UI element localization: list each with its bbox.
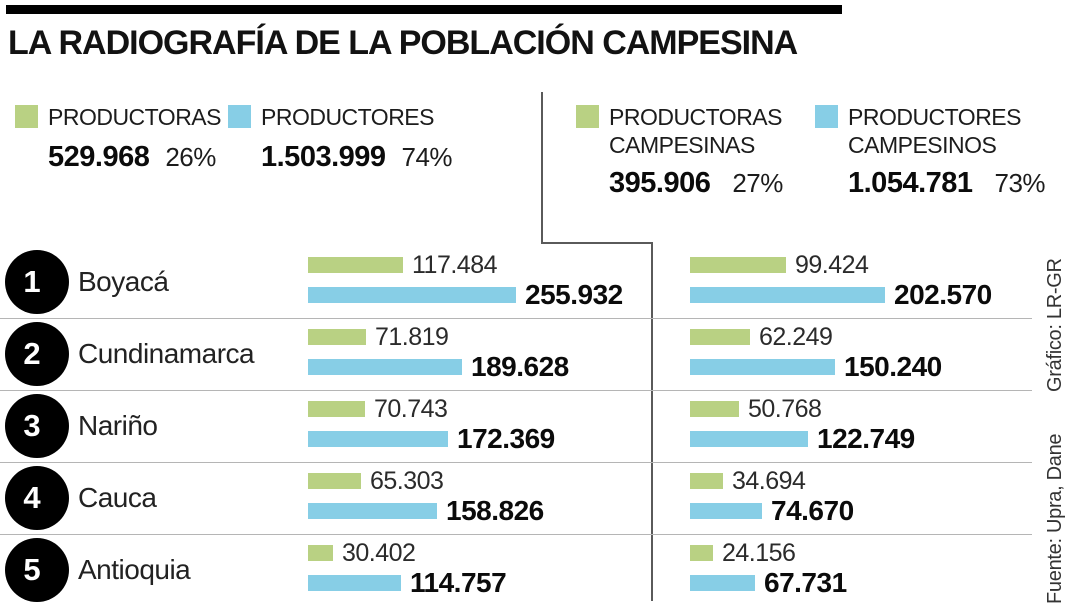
bar-group [690, 538, 795, 568]
legend-label: PRODUCTORAS [48, 104, 221, 130]
legend-percent: 73% [994, 168, 1046, 198]
legend-percent: 74% [401, 142, 453, 172]
productoras-bar [690, 401, 739, 417]
bar-group [308, 352, 569, 382]
bar-value-label: 172.369 [457, 423, 555, 454]
productores-bar [690, 431, 808, 447]
bar-value-label: 202.570 [894, 279, 992, 310]
productores-bar [308, 503, 437, 519]
bar-group [690, 352, 942, 382]
bar-value-label: 34.694 [732, 466, 806, 495]
legend-productores-campesinos [815, 103, 1045, 200]
department-rows [0, 247, 1032, 606]
department-label: Cauca [78, 482, 157, 513]
productoras-bar [690, 545, 713, 561]
table-row [0, 319, 1032, 391]
bar-value-label: 67.731 [764, 567, 847, 598]
productores-bar [690, 359, 835, 375]
bar-group [690, 280, 992, 310]
bar-group [690, 496, 854, 526]
productoras-bar [308, 401, 365, 417]
bar-value-label: 189.628 [471, 351, 569, 382]
bar-value-label: 158.826 [446, 495, 544, 526]
bar-group [308, 568, 506, 598]
table-row [0, 247, 1032, 319]
legend-swatch-productores [228, 105, 251, 128]
productores-bar [308, 575, 401, 591]
table-row [0, 463, 1032, 535]
bar-group [308, 466, 443, 496]
bar-group [308, 496, 544, 526]
legend-swatch-productoras [15, 105, 38, 128]
legend-label-line1: PRODUCTORAS [609, 104, 782, 130]
credit-grafico: Gráfico: LR-GR [1044, 258, 1066, 392]
productores-bar [308, 287, 516, 303]
legend-productoras-campesinas [576, 103, 783, 200]
bar-group [690, 250, 868, 280]
legend-label-line1: PRODUCTORES [848, 104, 1021, 130]
top-accent-bar [6, 5, 842, 14]
legend-label-line2: CAMPESINAS [609, 132, 755, 158]
legend-swatch-productores-campesinos [815, 105, 838, 128]
bar-group [308, 394, 447, 424]
bar-value-label: 30.402 [342, 538, 416, 567]
productoras-bar [308, 257, 403, 273]
bar-value-label: 74.670 [771, 495, 854, 526]
legend-total: 395.906 [609, 167, 711, 199]
legend-swatch-productoras-campesinas [576, 105, 599, 128]
productoras-bar [308, 473, 361, 489]
bar-value-label: 99.424 [795, 250, 869, 279]
rank-badge: 4 [5, 466, 69, 530]
panel-divider-jog [541, 242, 653, 244]
bar-value-label: 122.749 [817, 423, 915, 454]
department-label: Nariño [78, 410, 158, 441]
bar-group [308, 538, 415, 568]
legend-percent: 27% [732, 168, 783, 198]
productoras-bar [690, 257, 786, 273]
productores-bar [690, 287, 885, 303]
legend-productores [228, 103, 452, 174]
bar-group [690, 568, 847, 598]
bar-value-label: 70.743 [374, 394, 448, 423]
legend-total: 1.054.781 [848, 167, 973, 199]
bar-value-label: 71.819 [375, 322, 449, 351]
department-label: Antioquia [78, 554, 191, 585]
productores-bar [308, 431, 448, 447]
legend-total: 1.503.999 [261, 141, 386, 173]
bar-value-label: 65.303 [370, 466, 444, 495]
table-row [0, 391, 1032, 463]
bar-value-label: 150.240 [844, 351, 942, 382]
bar-value-label: 117.484 [412, 250, 498, 279]
legend-percent: 26% [165, 142, 216, 172]
bar-value-label: 255.932 [525, 279, 623, 310]
credit-fuente: Fuente: Upra, Dane [1044, 433, 1066, 604]
table-row [0, 535, 1032, 606]
rank-badge: 2 [5, 322, 69, 386]
productoras-bar [308, 329, 366, 345]
rank-badge: 1 [5, 250, 69, 314]
productores-bar [690, 575, 755, 591]
productores-bar [308, 359, 462, 375]
rank-badge: 3 [5, 394, 69, 458]
legend-total: 529.968 [48, 141, 150, 173]
legend-label: PRODUCTORES [261, 104, 434, 130]
panel-divider-top [541, 92, 543, 244]
legend-productoras [15, 103, 221, 174]
bar-value-label: 62.249 [759, 322, 833, 351]
bar-group [690, 466, 805, 496]
productoras-bar [690, 329, 750, 345]
productoras-bar [690, 473, 723, 489]
bar-value-label: 114.757 [410, 567, 507, 598]
bar-group [308, 424, 555, 454]
page-title: LA RADIOGRAFÍA DE LA POBLACIÓN CAMPESINA [8, 24, 798, 62]
bar-group [690, 394, 821, 424]
bar-group [308, 280, 623, 310]
bar-value-label: 50.768 [748, 394, 822, 423]
bar-value-label: 24.156 [722, 538, 796, 567]
department-label: Boyacá [78, 266, 169, 297]
productores-bar [690, 503, 762, 519]
department-label: Cundinamarca [78, 338, 255, 369]
bar-group [308, 250, 497, 280]
bar-group [308, 322, 448, 352]
productoras-bar [308, 545, 333, 561]
rank-badge: 5 [5, 538, 69, 602]
legend-label-line2: CAMPESINOS [848, 132, 997, 158]
bar-group [690, 322, 832, 352]
bar-group [690, 424, 915, 454]
